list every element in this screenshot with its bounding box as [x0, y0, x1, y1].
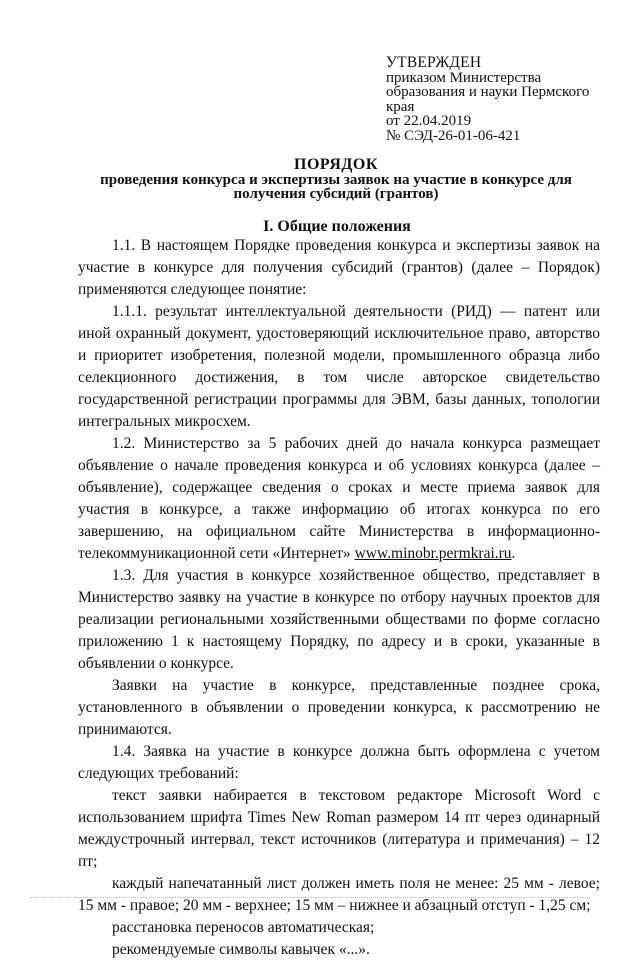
approval-date: от 22.04.2019: [386, 113, 472, 129]
document-body: [78, 235, 600, 961]
paragraph-1-1: 1.1. В настоящем Порядке проведения конкурса и экспертизы заявок на участие в конкурсе для получения субсидий (грантов) (далее – Порядок) применяются следующее понятие:: [78, 237, 600, 298]
title-main: ПОРЯДОК: [294, 156, 378, 173]
requirement-text-format: текст заявки набирается в текстовом редакторе Microsoft Word с использованием шрифта Times New Roman размером 14 пт через одинарный междустрочный интервал, текст источников (литература и примечания) – 12 пт;: [78, 787, 600, 870]
title-line: получения субсидий (грантов): [233, 186, 439, 202]
paragraph-late-applications: Заявки на участие в конкурсе, представленные позднее срока, установленного в объявлении о проведении конкурса, к рассмотрению не принимаются.: [78, 677, 600, 738]
paragraph-1-2-end: .: [511, 545, 516, 562]
paragraph-1-1-1: 1.1.1. результат интеллектуальной деятельности (РИД) — патент или иной охранный документ, удостоверяющий исключительное право, авторство и приоритет изобретения, полезной модели, промышленного образца либо селекционного достижения, в том числе авторское свидетельство государственной регистрации программы для ЭВМ, базы данных, топологии интегральных микросхем.: [78, 303, 600, 430]
approval-stamp: [386, 56, 616, 143]
approval-line: приказом Министерства: [386, 69, 542, 86]
requirement-quotes: рекомендуемые символы кавычек «...».: [112, 941, 370, 958]
section-heading: I. Общие положения: [263, 218, 411, 235]
approval-heading: УТВЕРЖДЕН: [386, 54, 482, 71]
paragraph-1-2-text: 1.2. Министерство за 5 рабочих дней до начала конкурса размещает объявление о начале проведения конкурса и об условиях конкурса (далее – объявление), содержащее сведения о сроках и месте приема заявок для участия в конкурсе, а также информацию об итогах конкурса по его завершению, на официальном сайте Министерства в информационно-телекоммуникационной сети «Интернет»: [78, 435, 600, 562]
requirement-hyphenation: расстановка переносов автоматическая;: [112, 919, 375, 936]
paragraph-1-4: 1.4. Заявка на участие в конкурсе должна быть оформлена с учетом следующих требований:: [78, 743, 600, 782]
approval-number: № СЭД-26-01-06-421: [386, 127, 521, 144]
approval-line: края: [386, 98, 415, 115]
title-line: проведения конкурса и экспертизы заявок на участие в конкурсе для: [100, 171, 572, 188]
approval-line: образования и науки Пермского: [386, 84, 590, 100]
document-title: [76, 158, 596, 202]
paragraph-1-2: [78, 433, 600, 565]
page-bottom-edge: [30, 897, 590, 902]
paragraph-1-3: 1.3. Для участия в конкурсе хозяйственное общество, представляет в Министерство заявку на участие в конкурсе по отбору научных проектов для реализации региональными хозяйственными обществами по форме согласно приложению 1 к настоящему Порядку, по адресу и в сроки, указанные в объявлении о конкурсе.: [78, 567, 600, 672]
ministry-website-link[interactable]: www.minobr.permkrai.ru: [354, 545, 512, 562]
requirement-margins: каждый напечатанный лист должен иметь поля не менее: 25 мм - левое; 15 мм - правое; 20 мм - верхнее; 15 мм – нижнее и абзацный отступ - 1,25 см;: [78, 875, 600, 914]
